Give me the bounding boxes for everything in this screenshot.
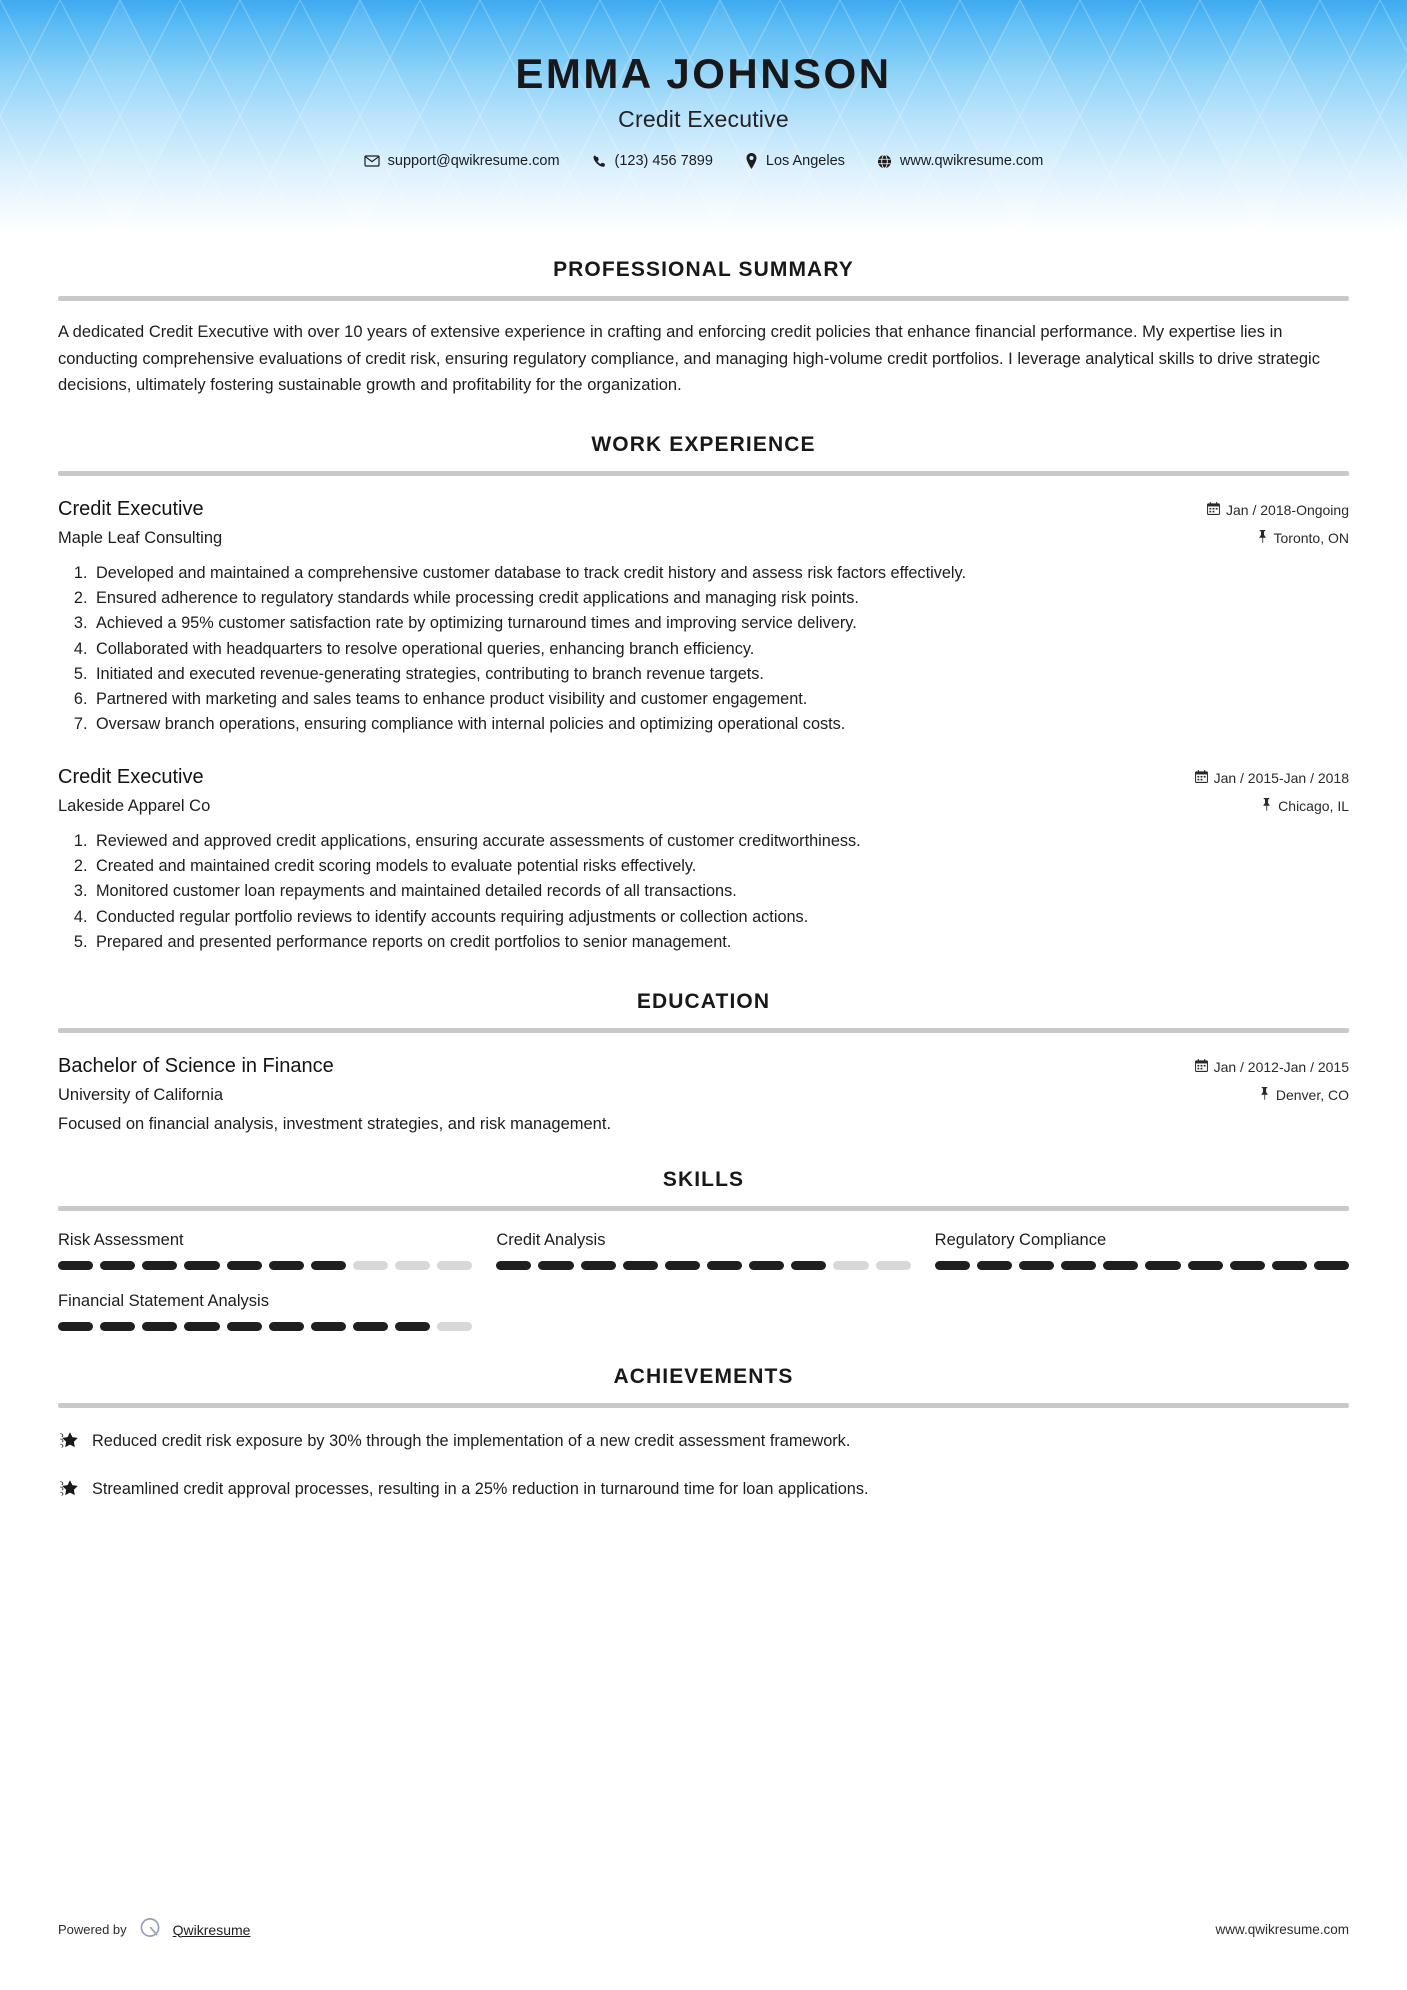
- skill-label: Risk Assessment: [58, 1230, 184, 1249]
- skill-segment: [1103, 1261, 1138, 1270]
- skill-segment: [707, 1261, 742, 1270]
- calendar-icon: [1195, 770, 1208, 786]
- skill-segment: [142, 1322, 177, 1331]
- skill-segment: [58, 1261, 93, 1270]
- education-location: [1259, 1087, 1349, 1103]
- experience-organization: Maple Leaf Consulting: [58, 529, 223, 548]
- bullet-item: 5. Initiated and executed revenue-generating strategies, contributing to branch revenue targets.: [92, 663, 1349, 686]
- pin-icon: [1257, 530, 1268, 546]
- contact-website[interactable]: [861, 153, 1059, 169]
- contact-email-text: support@qwikresume.com: [387, 153, 560, 170]
- bullet-item: 7. Oversaw branch operations, ensuring compliance with internal policies and optimizing operational costs.: [92, 713, 1349, 736]
- section-title-achievements: ACHIEVEMENTS: [613, 1364, 794, 1388]
- education-dates-text: Jan / 2012-Jan / 2015: [1213, 1058, 1349, 1075]
- achievement-text: Streamlined credit approval processes, resulting in a 25% reduction in turnaround time for loan applications.: [92, 1479, 869, 1498]
- education-degree: Bachelor of Science in Finance: [58, 1054, 334, 1077]
- skill-segment: [269, 1322, 304, 1331]
- calendar-icon: [1207, 502, 1220, 518]
- resume-body: [0, 232, 1407, 1505]
- skill-segment: [876, 1261, 911, 1270]
- skill-item: [496, 1231, 910, 1270]
- footer-branding: [58, 1915, 250, 1944]
- education-entry: [58, 1055, 1349, 1134]
- section-education: [58, 990, 1349, 1134]
- skill-segment: [227, 1322, 262, 1331]
- education-institution: University of California: [58, 1085, 224, 1104]
- bullet-item: 6. Partnered with marketing and sales teams to enhance product visibility and customer engagement.: [92, 688, 1349, 711]
- resume-header: [0, 0, 1407, 232]
- skill-segment: [1272, 1261, 1307, 1270]
- section-title-experience: WORK EXPERIENCE: [591, 433, 816, 457]
- skill-segment: [437, 1322, 472, 1331]
- experience-dates-text: Jan / 2015-Jan / 2018: [1213, 770, 1349, 787]
- experience-dates-text: Jan / 2018-Ongoing: [1226, 502, 1349, 519]
- experience-location-text: Chicago, IL: [1278, 798, 1349, 815]
- skill-segment: [395, 1322, 430, 1331]
- achievement-item: [58, 1430, 1349, 1458]
- star-badge-icon: [58, 1431, 78, 1458]
- experience-organization: Lakeside Apparel Co: [58, 797, 211, 816]
- bullet-item: 2. Created and maintained credit scoring models to evaluate potential risks effectively.: [92, 855, 1349, 878]
- skill-segment: [58, 1322, 93, 1331]
- skill-segment: [1314, 1261, 1349, 1270]
- skill-item: [58, 1231, 472, 1270]
- email-icon: [364, 153, 380, 169]
- contact-phone[interactable]: [576, 153, 729, 169]
- qwikresume-logo-icon: [137, 1915, 163, 1944]
- experience-bullet-list: [58, 830, 1349, 954]
- skill-segment: [1230, 1261, 1265, 1270]
- skill-segment: [269, 1261, 304, 1270]
- powered-by-label: Powered by: [58, 1922, 127, 1937]
- section-divider: [58, 1403, 1349, 1408]
- section-title-summary: PROFESSIONAL SUMMARY: [553, 258, 854, 281]
- candidate-job-title: Credit Executive: [618, 106, 789, 133]
- skill-segment: [1061, 1261, 1096, 1270]
- skill-segment: [311, 1261, 346, 1270]
- section-divider: [58, 296, 1349, 301]
- bullet-item: 3. Achieved a 95% customer satisfaction rate by optimizing turnaround times and improving service delivery.: [92, 612, 1349, 635]
- skill-rating-bar: [58, 1261, 472, 1270]
- skill-segment: [1188, 1261, 1223, 1270]
- section-skills: [58, 1168, 1349, 1331]
- qwikresume-link[interactable]: Qwikresume: [172, 1921, 251, 1938]
- skill-label: Credit Analysis: [496, 1230, 606, 1249]
- bullet-item: 1. Reviewed and approved credit applications, ensuring accurate assessments of customer creditworthiness.: [92, 830, 1349, 853]
- skill-segment: [353, 1261, 388, 1270]
- experience-role: Credit Executive: [58, 498, 204, 521]
- skill-segment: [623, 1261, 658, 1270]
- skill-segment: [311, 1322, 346, 1331]
- skill-segment: [437, 1261, 472, 1270]
- pin-icon: [1259, 1087, 1270, 1103]
- achievement-text: Reduced credit risk exposure by 30% through the implementation of a new credit assessment framework.: [92, 1431, 851, 1450]
- skill-segment: [142, 1261, 177, 1270]
- experience-location: [1257, 530, 1349, 546]
- footer-website[interactable]: www.qwikresume.com: [1215, 1922, 1349, 1937]
- skill-segment: [184, 1261, 219, 1270]
- skill-segment: [791, 1261, 826, 1270]
- experience-entry: [58, 498, 1349, 736]
- contact-location-text: Los Angeles: [765, 153, 845, 170]
- section-work-experience: [58, 433, 1349, 954]
- contact-row: [0, 153, 1407, 169]
- skill-label: Regulatory Compliance: [934, 1230, 1107, 1249]
- bullet-item: 4. Conducted regular portfolio reviews to identify accounts requiring adjustments or collection actions.: [92, 906, 1349, 929]
- experience-location: [1261, 798, 1349, 814]
- contact-location: [729, 153, 861, 169]
- skill-label: Financial Statement Analysis: [58, 1291, 269, 1310]
- star-badge-icon: [58, 1479, 78, 1506]
- education-location-text: Denver, CO: [1275, 1086, 1349, 1103]
- skill-segment: [1145, 1261, 1180, 1270]
- skill-segment: [833, 1261, 868, 1270]
- skill-segment: [538, 1261, 573, 1270]
- skill-segment: [184, 1322, 219, 1331]
- bullet-item: 2. Ensured adherence to regulatory standards while processing credit applications and managing risk points.: [92, 587, 1349, 610]
- location-pin-icon: [745, 153, 758, 169]
- section-divider: [58, 1206, 1349, 1211]
- skill-segment: [935, 1261, 970, 1270]
- calendar-icon: [1195, 1059, 1208, 1075]
- experience-dates: [1207, 502, 1349, 518]
- education-description: Focused on financial analysis, investment strategies, and risk management.: [58, 1114, 612, 1133]
- skill-rating-bar: [58, 1322, 472, 1331]
- candidate-name: EMMA JOHNSON: [515, 50, 892, 97]
- section-professional-summary: [58, 258, 1349, 399]
- globe-icon: [877, 154, 892, 169]
- contact-email[interactable]: [348, 153, 576, 169]
- bullet-item: 3. Monitored customer loan repayments and maintained detailed records of all transactions.: [92, 880, 1349, 903]
- experience-role: Credit Executive: [58, 766, 204, 789]
- contact-phone-text: (123) 456 7899: [614, 153, 713, 170]
- skill-segment: [395, 1261, 430, 1270]
- skill-segment: [100, 1322, 135, 1331]
- section-title-education: EDUCATION: [636, 989, 771, 1013]
- summary-paragraph: A dedicated Credit Executive with over 10 years of extensive experience in crafting and enforcing credit policies that enhance financial performance. My expertise lies in conducting comprehensive evaluations of credit risk, ensuring regulatory compliance, and managing high-volume credit portfolios. I leverage analytical skills to drive strategic decisions, ultimately fostering sustainable growth and profitability for the organization.: [58, 323, 1320, 395]
- section-title-skills: SKILLS: [662, 1167, 745, 1191]
- section-divider: [58, 1028, 1349, 1033]
- skill-segment: [353, 1322, 388, 1331]
- section-divider: [58, 471, 1349, 476]
- education-dates: [1195, 1059, 1349, 1075]
- skill-segment: [665, 1261, 700, 1270]
- pin-icon: [1261, 798, 1272, 814]
- skill-item: [58, 1292, 472, 1331]
- skill-segment: [977, 1261, 1012, 1270]
- skill-segment: [749, 1261, 784, 1270]
- contact-website-text: www.qwikresume.com: [899, 153, 1044, 170]
- experience-location-text: Toronto, ON: [1273, 530, 1349, 547]
- skill-segment: [581, 1261, 616, 1270]
- experience-dates: [1195, 770, 1349, 786]
- page-footer: [0, 1915, 1407, 1944]
- skill-segment: [1019, 1261, 1054, 1270]
- bullet-item: 1. Developed and maintained a comprehensive customer database to track credit history and assess risk factors effectively.: [92, 562, 1349, 585]
- skill-rating-bar: [496, 1261, 910, 1270]
- skill-item: [935, 1231, 1349, 1270]
- skill-segment: [100, 1261, 135, 1270]
- skills-grid: [58, 1231, 1349, 1331]
- bullet-item: 4. Collaborated with headquarters to resolve operational queries, enhancing branch efficiency.: [92, 638, 1349, 661]
- skill-rating-bar: [935, 1261, 1349, 1270]
- section-achievements: [58, 1365, 1349, 1506]
- experience-bullet-list: [58, 562, 1349, 736]
- phone-icon: [592, 154, 607, 169]
- achievement-item: [58, 1478, 1349, 1506]
- skill-segment: [227, 1261, 262, 1270]
- bullet-item: 5. Prepared and presented performance reports on credit portfolios to senior management.: [92, 931, 1349, 954]
- achievements-list: [58, 1430, 1349, 1506]
- skill-segment: [496, 1261, 531, 1270]
- experience-entry: [58, 766, 1349, 954]
